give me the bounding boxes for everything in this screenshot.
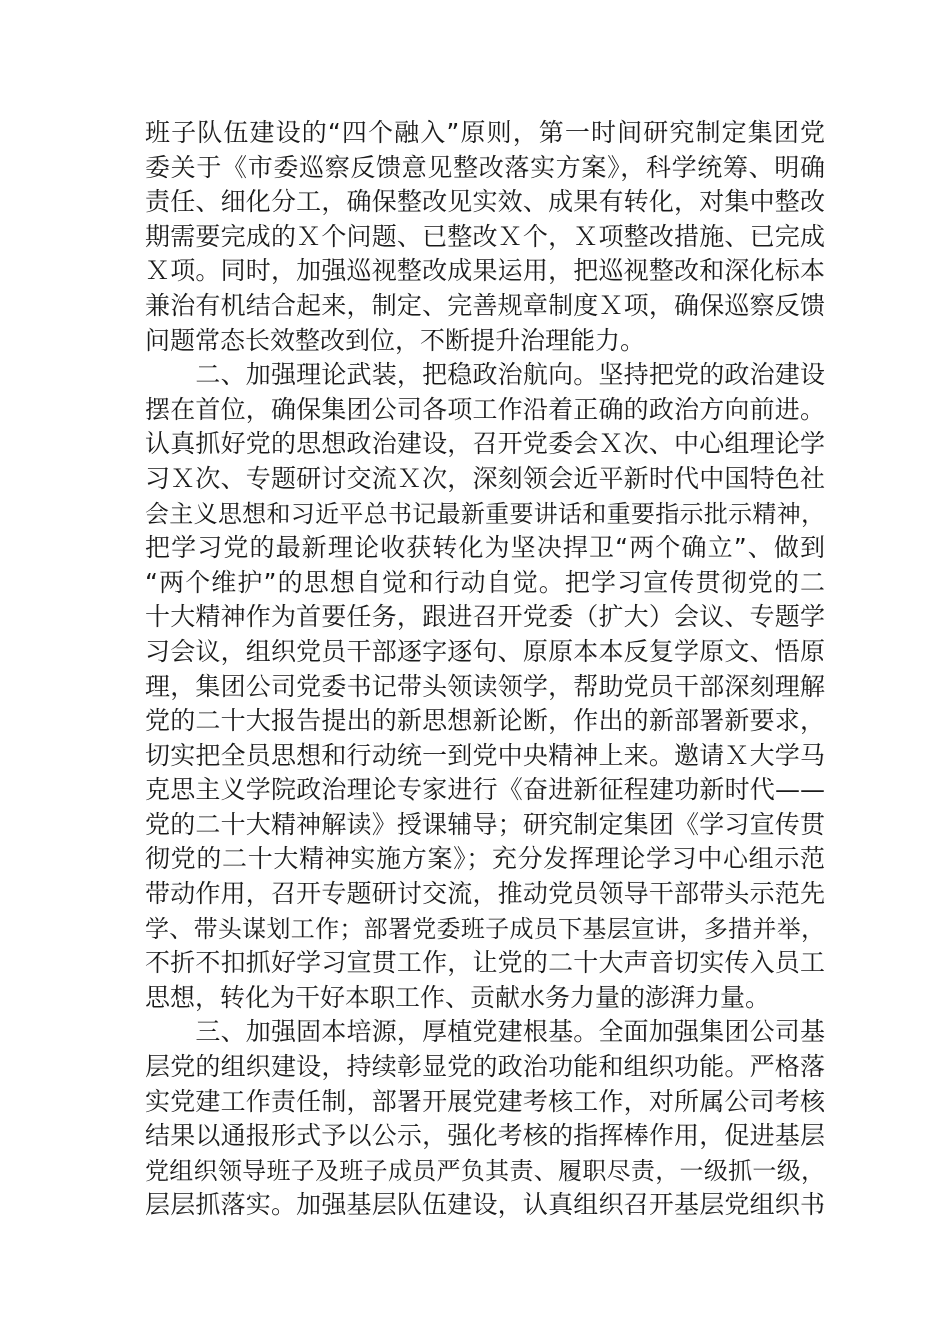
body-text — [145, 116, 825, 1223]
text-line: 把学习党的最新理论收获转化为坚决捍卫“两个确立”、做到 — [145, 533, 825, 563]
text-line: 不折不扣抓好学习宣贯工作，让党的二十大声音切实传入员工 — [145, 948, 825, 978]
text-line: 层层抓落实。加强基层队伍建设，认真组织召开基层党组织书 — [145, 1190, 825, 1220]
text-line: 摆在首位，确保集团公司各项工作沿着正确的政治方向前进。 — [145, 394, 825, 424]
text-line: 习Ｘ次、专题研讨交流Ｘ次，深刻领会近平新时代中国特色社 — [145, 463, 825, 493]
text-line: 切实把全员思想和行动统一到党中央精神上来。邀请Ｘ大学马 — [145, 740, 825, 770]
text-line: 结果以通报形式予以公示，强化考核的指挥棒作用，促进基层 — [145, 1121, 825, 1151]
text-line: 彻党的二十大精神实施方案》；充分发挥理论学习中心组示范 — [145, 844, 825, 874]
text-line: 会主义思想和习近平总书记最新重要讲话和重要指示批示精神， — [145, 499, 825, 528]
text-line: 委关于《市委巡察反馈意见整改落实方案》，科学统筹、明确 — [145, 152, 825, 182]
text-line: 层党的组织建设，持续彰显党的政治功能和组织功能。严格落 — [145, 1052, 825, 1082]
text-line: “两个维护”的思想自觉和行动自觉。把学习宣传贯彻党的二 — [145, 567, 825, 597]
text-line: 学、带头谋划工作；部署党委班子成员下基层宣讲，多措并举， — [145, 914, 825, 943]
text-line: 期需要完成的Ｘ个问题、已整改Ｘ个，Ｘ项整改措施、已完成 — [145, 221, 825, 251]
text-line: 问题常态长效整改到位，不断提升治理能力。 — [145, 325, 646, 355]
text-line: 实党建工作责任制，部署开展党建考核工作，对所属公司考核 — [145, 1086, 825, 1116]
text-line: 党的二十大精神解读》授课辅导；研究制定集团《学习宣传贯 — [145, 809, 825, 839]
text-line: 十大精神作为首要任务，跟进召开党委（扩大）会议、专题学 — [145, 602, 825, 632]
text-line: 三、加强固本培源，厚植党建根基。全面加强集团公司基 — [145, 1017, 825, 1047]
text-line: 认真抓好党的思想政治建设，召开党委会Ｘ次、中心组理论学 — [145, 429, 825, 459]
text-line: 带动作用，召开专题研讨交流，推动党员领导干部带头示范先 — [145, 879, 825, 909]
text-line: 习会议，组织党员干部逐字逐句、原原本本反复学原文、悟原 — [145, 636, 825, 666]
text-line: Ｘ项。同时，加强巡视整改成果运用，把巡视整改和深化标本 — [145, 256, 825, 286]
text-line: 二、加强理论武装，把稳政治航向。坚持把党的政治建设 — [145, 360, 825, 390]
text-line: 责任、细化分工，确保整改见实效、成果有转化，对集中整改 — [145, 187, 825, 217]
text-line: 克思主义学院政治理论专家进行《奋进新征程建功新时代—— — [145, 775, 825, 805]
text-line: 理，集团公司党委书记带头领读领学，帮助党员干部深刻理解 — [145, 671, 825, 701]
text-line: 思想，转化为干好本职工作、贡献水务力量的澎湃力量。 — [145, 982, 771, 1012]
text-line: 党组织领导班子及班子成员严负其责、履职尽责，一级抓一级， — [145, 1156, 825, 1185]
text-line: 兼治有机结合起来，制定、完善规章制度Ｘ项，确保巡察反馈 — [145, 290, 825, 320]
text-line: 党的二十大报告提出的新思想新论断，作出的新部署新要求， — [145, 706, 825, 736]
text-line: 班子队伍建设的“四个融入”原则，第一时间研究制定集团党 — [145, 118, 825, 147]
